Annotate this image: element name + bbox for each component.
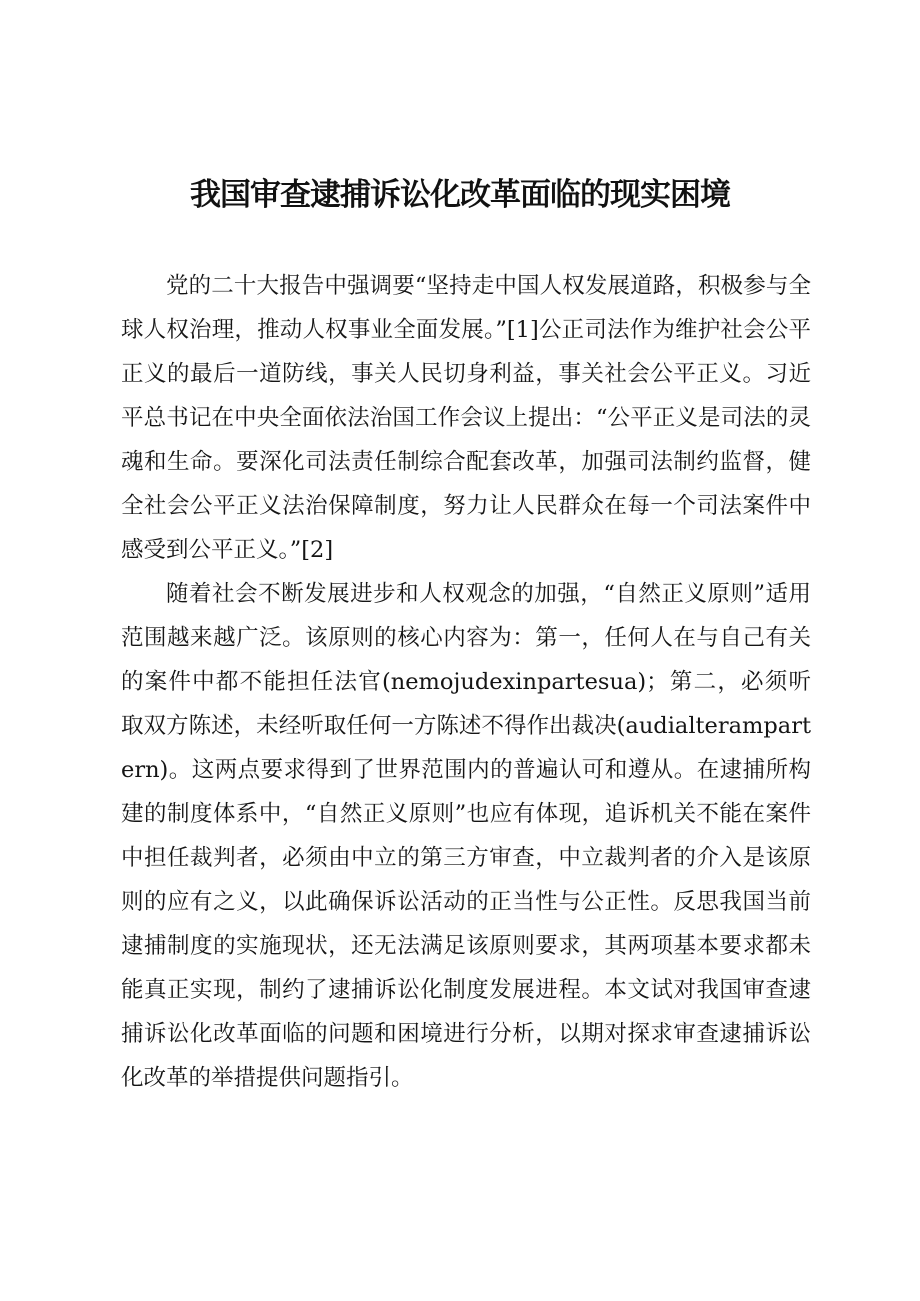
paragraph-2: 随着社会不断发展进步和人权观念的加强，“自然正义原则”适用范围越来越广泛。该原则的核心内容为：第一，任何人在与自己有关的案件中都不能担任法官(nemojudexinpartesua)；第二，必须听取双方陈述，未经听取任何一方陈述不得作出裁决(audialterampartern)。这两点要求得到了世界范围内的普遍认可和遵从。在逮捕所构建的制度体系中，“自然正义原则”也应有体现，追诉机关不能在案件中担任裁判者，必须由中立的第三方审查，中立裁判者的介入是该原则的应有之义，以此确保诉讼活动的正当性与公正性。反思我国当前逮捕制度的实施现状，还无法满足该原则要求，其两项基本要求都未能真正实现，制约了逮捕诉讼化制度发展进程。本文试对我国审查逮捕诉讼化改革面临的问题和困境进行分析，以期对探求审查逮捕诉讼化改革的举措提供问题指引。 — [121, 581, 811, 1091]
document-body — [121, 264, 811, 1100]
document-title: 我国审查逮捕诉讼化改革面临的现实困境 — [190, 177, 730, 213]
paragraph-1: 党的二十大报告中强调要“坚持走中国人权发展道路，积极参与全球人权治理，推动人权事业全面发展。”[1]公正司法作为维护社会公平正义的最后一道防线，事关人民切身利益，事关社会公平正义。习近平总书记在中央全面依法治国工作会议上提出：“公平正义是司法的灵魂和生命。要深化司法责任制综合配套改革，加强司法制约监督，健全社会公平正义法治保障制度，努力让人民群众在每一个司法案件中感受到公平正义。”[2] — [121, 273, 811, 563]
